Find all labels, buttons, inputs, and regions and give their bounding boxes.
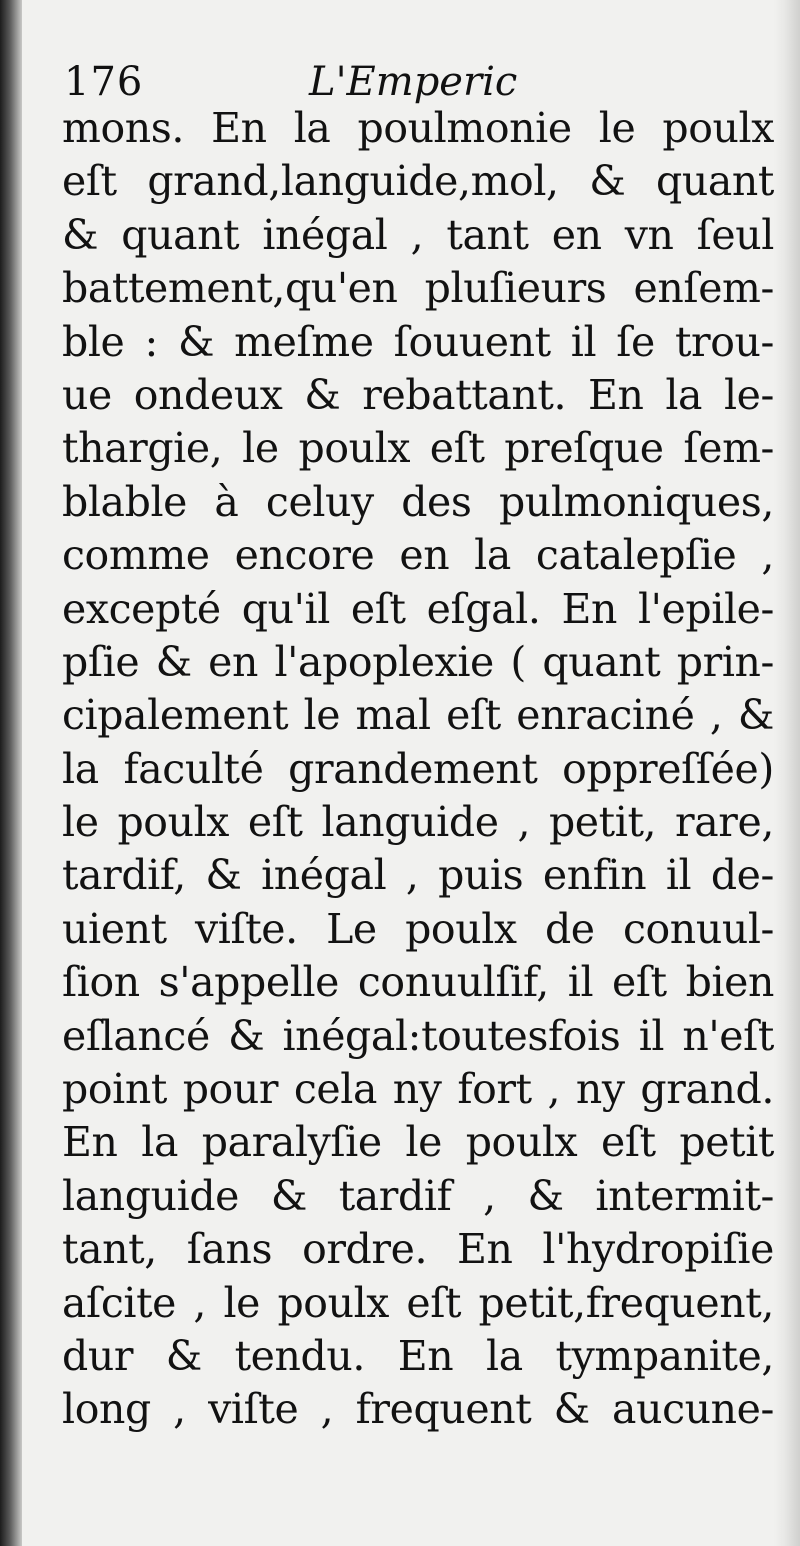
text-line: blable à celuy des pulmoniques, bbox=[62, 477, 774, 526]
text-line: long , viſte , frequent & aucune- bbox=[62, 1385, 774, 1434]
text-line: la faculté grandement oppreſſée) bbox=[62, 744, 774, 793]
text-line: excepté qu'il eſt eſgal. En l'epilе- bbox=[62, 584, 774, 633]
text-line: le poulx eſt languide , petit, rare, bbox=[62, 798, 774, 847]
text-line: cipalement le mal eſt enraciné , & bbox=[62, 691, 774, 740]
text-line: eſlancé & inégal:toutesfois il n'eſt bbox=[62, 1011, 774, 1060]
text-line: tardif, & inégal , puis enfin il de- bbox=[62, 851, 774, 900]
text-line: eſt grand,languide,mol, & quant bbox=[62, 157, 774, 206]
text-line: aſcite , le poulx eſt petit,frequent, bbox=[62, 1278, 774, 1327]
body-text bbox=[62, 102, 774, 1437]
text-line: ble : & meſme ſouuent il ſe trou- bbox=[62, 317, 774, 366]
text-line: uient viſte. Le poulx de conuul- bbox=[62, 904, 774, 953]
text-line: & quant inégal , tant en vn ſeul bbox=[62, 210, 774, 259]
text-line: ſion s'appelle conuulſif, il eſt bien bbox=[62, 958, 774, 1007]
text-line: mons. En la poulmonie le poulx bbox=[62, 104, 774, 152]
text-line: pſie & en l'apoplexie ( quant prin- bbox=[62, 637, 774, 686]
text-line: ue ondeux & rebattant. En la le- bbox=[62, 370, 774, 419]
text-line: thargie, le poulx eſt preſque ſem- bbox=[62, 424, 774, 473]
page-edge bbox=[774, 0, 800, 1546]
text-line: point pour cela ny fort , ny grand. bbox=[62, 1065, 774, 1114]
running-head: L'Emperic bbox=[309, 59, 518, 105]
text-line: comme encore en la catalepſie , bbox=[62, 531, 774, 580]
text-line: languide & tardif , & intermit- bbox=[62, 1171, 774, 1220]
text-line: dur & tendu. En la tympanite, bbox=[62, 1331, 774, 1380]
text-line: battement,qu'en pluſieurs enſem- bbox=[62, 264, 774, 313]
text-line: En la paralyſie le poulx eſt petit bbox=[62, 1118, 774, 1167]
page-number: 176 bbox=[64, 59, 144, 105]
text-line: tant, ſans ordre. En l'hydropiſie bbox=[62, 1225, 774, 1274]
binding-shadow bbox=[0, 0, 22, 1546]
